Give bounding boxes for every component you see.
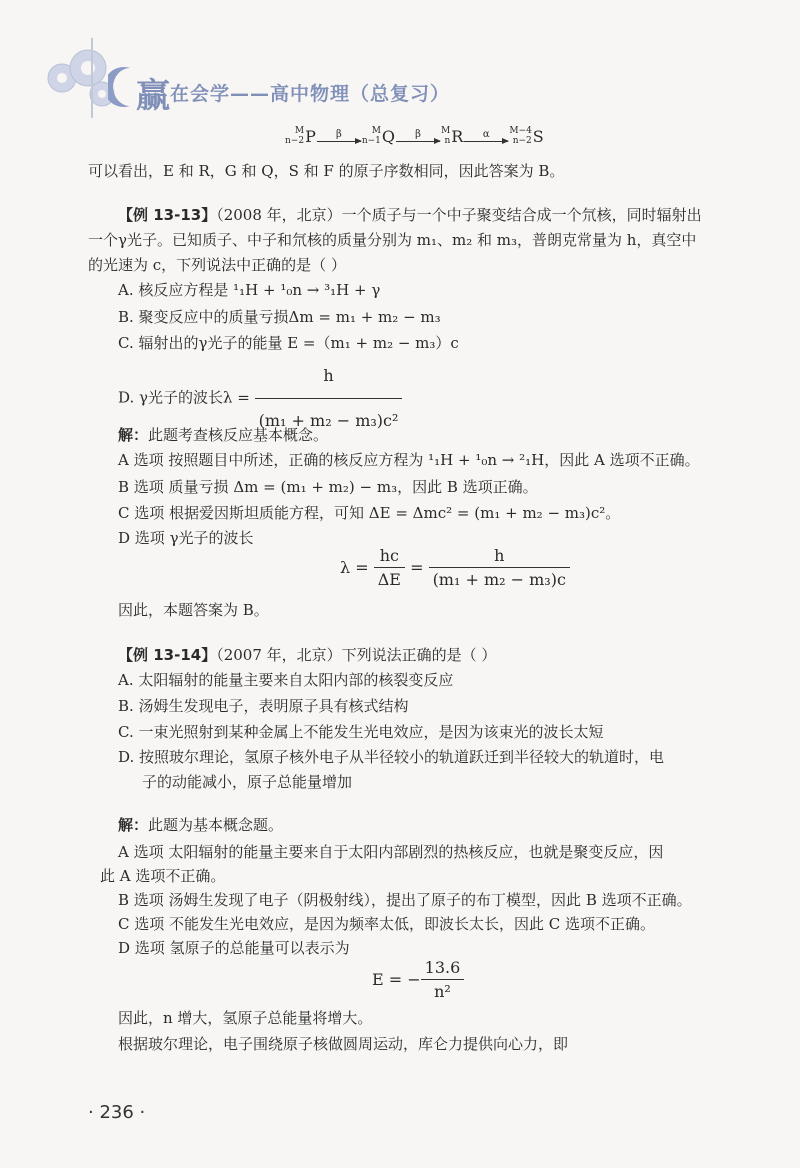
example-13-13-line1: 【例 13-13】（2008 年，北京）一个质子与一个中子聚变结合成一个氘核，同时辐射出 (118, 206, 702, 224)
solution-13-13-d: D 选项 γ光子的波长 (118, 529, 254, 547)
option-b-13-14: B. 汤姆生发现电子，表明原子具有核式结构 (118, 697, 409, 715)
nuclide-q: M n−1 Q (361, 126, 396, 146)
decay-chain-equation (284, 126, 545, 146)
example-13-13-line2: 一个γ光子。已知质子、中子和氘核的质量分别为 m₁、m₂ 和 m₃，普朗克常量为 h，真空中 (88, 231, 697, 249)
arrow-beta-1: β (317, 130, 361, 142)
nuclide-r: M n R (441, 126, 464, 146)
option-c-13-14: C. 一束光照射到某种金属上不能发生光电效应，是因为该束光的波长太短 (118, 723, 604, 741)
option-a-13-14: A. 太阳辐射的能量主要来自太阳内部的核裂变反应 (118, 671, 454, 689)
solution-13-14-a2: 此 A 选项不正确。 (100, 867, 226, 885)
solution-13-14-intro: 解：此题为基本概念题。 (118, 816, 284, 834)
option-d-fraction: $\frac{h}{\text{(m₁ + m₂ − m₃)c²}}$ (255, 356, 403, 441)
solution-13-14-a1: A 选项 太阳辐射的能量主要来自于太阳内部剧烈的热核反应，也就是聚变反应，因 (118, 843, 664, 861)
arrow-beta-2: β (396, 130, 440, 142)
solution-13-13-a: A 选项 按照题目中所述，正确的核反应方程为 ¹₁H + ¹₀n → ²₁H，因此 A 选项不正确。 (118, 451, 700, 469)
option-a: A. 核反应方程是 ¹₁H + ¹₀n → ³₁H + γ (118, 281, 381, 299)
example-13-13-tag: 【例 13-13】 (118, 206, 217, 224)
nuclide-p: M n−2 P (285, 126, 316, 146)
solution-13-14-b: B 选项 汤姆生发现了电子（阴极射线），提出了原子的布丁模型，因此 B 选项不正确。 (118, 891, 692, 909)
solution-13-14-d: D 选项 氢原子的总能量可以表示为 (118, 939, 350, 957)
solution-13-13-c: C 选项 根据爱因斯坦质能方程，可知 ΔE = Δmc² = (m₁ + m₂ − m₃)c²。 (118, 504, 621, 522)
nuclide-s: M−4 n−2 S (509, 126, 544, 146)
example-13-14-tag: 【例 13-14】 (118, 646, 217, 664)
after-text-1: 因此，n 增大，氢原子总能量将增大。 (118, 1009, 373, 1027)
solution-13-14-c: C 选项 不能发生光电效应，是因为频率太低，即波长太长，因此 C 选项不正确。 (118, 915, 656, 933)
option-b: B. 聚变反应中的质量亏损Δm = m₁ + m₂ − m₃ (118, 308, 441, 326)
wavelength-equation: λ = $\frac{hc}{\Delta E}$ = $\frac{h}{\text{(m₁ + m₂ − m₃)c}}$ (340, 546, 570, 589)
conclusion-text: 可以看出，E 和 R，G 和 Q，S 和 F 的原子序数相同，因此答案为 B。 (88, 162, 565, 180)
fraction-hc-over-de: $\frac{hc}{\Delta E}$ (374, 546, 405, 589)
option-d-13-14-line2: 子的动能减小，原子总能量增加 (142, 773, 353, 791)
option-d: D. γ光子的波长λ = $\frac{h}{\text{(m₁ + m₂ − m₃)c²}}$ (118, 356, 402, 441)
header-big-char: 赢 (136, 76, 170, 116)
after-text-2: 根据玻尔理论，电子围绕原子核做圆周运动，库仑力提供向心力，即 (118, 1035, 569, 1053)
answer-13-13: 因此，本题答案为 B。 (118, 601, 269, 619)
option-d-13-14-line1: D. 按照玻尔理论，氢原子核外电子从半径较小的轨道跃迁到半径较大的轨道时，电 (118, 748, 665, 766)
arrow-alpha: α (464, 130, 508, 142)
running-header (118, 68, 451, 116)
page-number: · 236 · (88, 1102, 146, 1123)
fraction-h-over-mass: $\frac{h}{\text{(m₁ + m₂ − m₃)c}}$ (429, 546, 570, 589)
option-c: C. 辐射出的γ光子的能量 E =（m₁ + m₂ − m₃）c (118, 334, 459, 352)
fraction-13-6-over-n2: $\frac{13.6}{\text{n²}}$ (421, 958, 465, 1001)
energy-equation: E = − $\frac{13.6}{\text{n²}}$ (372, 958, 464, 1001)
solution-13-13-b: B 选项 质量亏损 Δm = (m₁ + m₂) − m₃，因此 B 选项正确。 (118, 478, 538, 496)
example-13-13-line3: 的光速为 c，下列说法中正确的是（ ） (88, 256, 346, 274)
solution-13-13-intro: 解：此题考查核反应基本概念。 (118, 426, 329, 444)
example-13-14-line1: 【例 13-14】（2007 年，北京）下列说法正确的是（ ） (118, 646, 497, 664)
header-title: 在会学——高中物理（总复习） (170, 83, 451, 105)
